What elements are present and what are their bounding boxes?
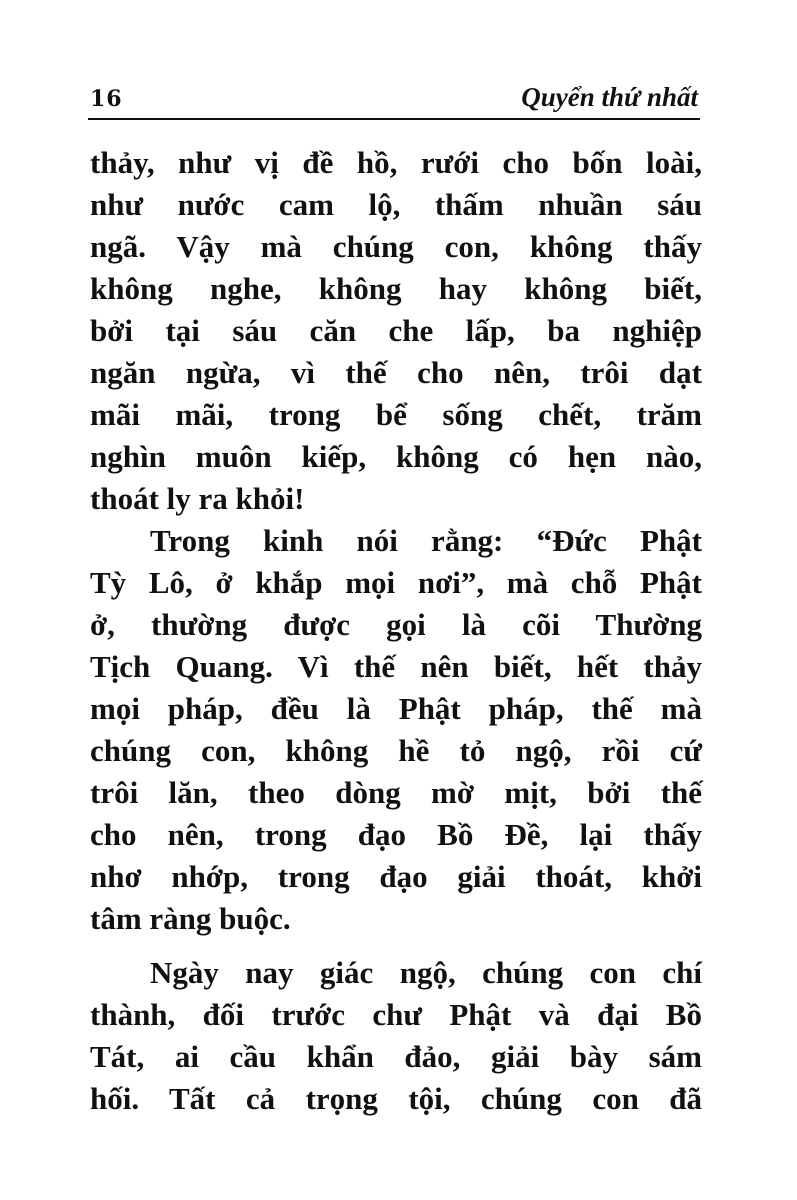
text-line: bởi tại sáu căn che lấp, ba nghiệp	[90, 313, 702, 348]
text-line: mãi mãi, trong bể sống chết, trăm	[90, 397, 702, 432]
paragraph-1	[90, 142, 702, 520]
text-line: trôi lăn, theo dòng mờ mịt, bởi thế	[90, 775, 702, 810]
text-line: như nước cam lộ, thấm nhuần sáu	[90, 187, 702, 222]
text-line: Ngày nay giác ngộ, chúng con chí	[150, 955, 702, 990]
text-line: hối. Tất cả trọng tội, chúng con đã	[90, 1081, 702, 1116]
text-line: Trong kinh nói rằng: “Đức Phật	[150, 523, 702, 558]
page-header	[90, 80, 700, 120]
text-line: tâm ràng buộc.	[90, 901, 291, 936]
text-line: mọi pháp, đều là Phật pháp, thế mà	[90, 691, 702, 726]
text-line: nghìn muôn kiếp, không có hẹn nào,	[90, 439, 702, 474]
text-line: thảy, như vị đề hồ, rưới cho bốn loài,	[90, 145, 702, 180]
text-line: chúng con, không hề tỏ ngộ, rồi cứ	[90, 733, 702, 768]
paragraph-2	[90, 520, 702, 940]
text-line: Tỳ Lô, ở khắp mọi nơi”, mà chỗ Phật	[90, 565, 702, 600]
running-title: Quyển thứ nhất	[521, 82, 698, 112]
text-line: không nghe, không hay không biết,	[90, 271, 702, 306]
text-line: ngăn ngừa, vì thế cho nên, trôi dạt	[90, 355, 702, 390]
text-line: ngã. Vậy mà chúng con, không thấy	[90, 229, 702, 264]
text-line: thoát ly ra khỏi!	[90, 481, 305, 516]
text-line: thành, đối trước chư Phật và đại Bồ	[90, 997, 702, 1032]
text-line: cho nên, trong đạo Bồ Đề, lại thấy	[90, 817, 702, 852]
text-line: nhơ nhớp, trong đạo giải thoát, khởi	[90, 859, 702, 894]
text-line: ở, thường được gọi là cõi Thường	[90, 607, 702, 642]
page-number: 16	[90, 86, 123, 112]
paragraph-3	[90, 952, 702, 1120]
text-line: Tát, ai cầu khẩn đảo, giải bày sám	[90, 1039, 702, 1074]
body-text	[90, 142, 702, 1120]
header-rule	[88, 118, 700, 120]
text-line: Tịch Quang. Vì thế nên biết, hết thảy	[90, 649, 702, 684]
